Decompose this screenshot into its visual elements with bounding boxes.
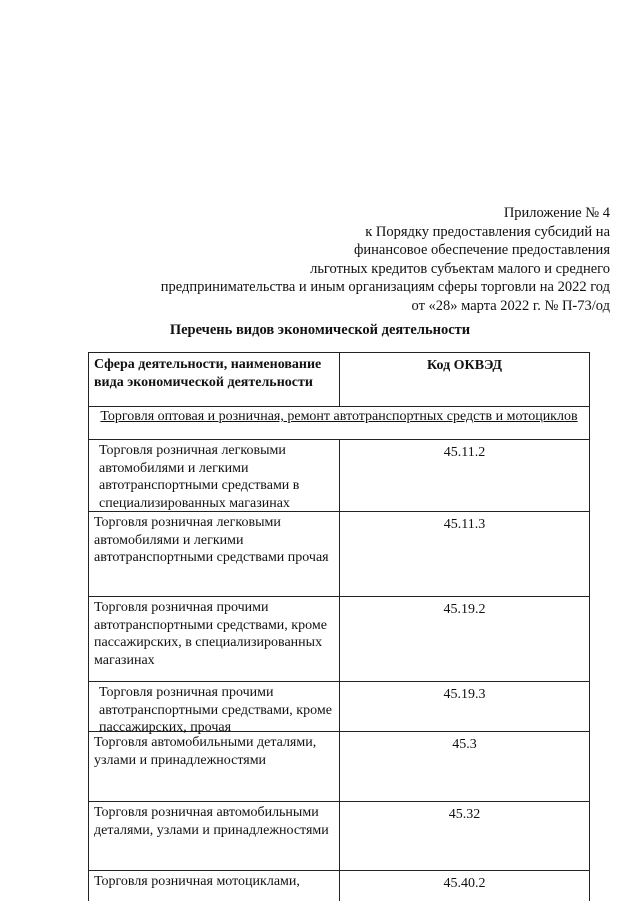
annex-line: от «28» марта 2022 г. № П-73/од <box>411 297 610 314</box>
okved-code: 45.11.3 <box>443 517 486 532</box>
annex-line: льготных кредитов субъектам малого и среднего <box>310 260 610 277</box>
header-code: Код ОКВЭД <box>427 358 502 373</box>
table-row <box>89 440 589 512</box>
table-row <box>89 802 589 871</box>
annex-line: к Порядку предоставления субсидий на <box>365 223 610 240</box>
annex-line: финансовое обеспечение предоставления <box>354 242 610 259</box>
annex-header <box>161 204 610 316</box>
activity-table <box>88 352 590 901</box>
document-title: Перечень видов экономической деятельности <box>169 322 471 338</box>
section-heading: Торговля оптовая и розничная, ремонт автотранспортных средств и мотоциклов <box>89 407 589 440</box>
table-row <box>89 597 589 682</box>
okved-code: 45.11.2 <box>443 445 486 460</box>
okved-code: 45.19.2 <box>443 602 486 617</box>
table-row <box>89 682 589 735</box>
table-row <box>89 512 589 597</box>
activity-name: Торговля автомобильными деталями, узлами и принадлежностями <box>89 732 340 801</box>
table-row <box>89 732 589 802</box>
activity-name: Торговля розничная мотоциклами, <box>89 871 340 901</box>
okved-code: 45.40.2 <box>443 876 486 891</box>
activity-name: Торговля розничная прочими автотранспортными средствами, кроме пассажирских, в специализированных магазинах <box>89 597 340 681</box>
activity-name: Торговля розничная легковыми автомобилями и легкими автотранспортными средствами прочая <box>89 512 340 596</box>
activity-name: Торговля розничная легковыми автомобилями и легкими автотранспортными средствами в специализированных магазинах <box>89 440 340 511</box>
header-activity: Сфера деятельности, наименование вида экономической деятельности <box>89 353 340 406</box>
table-header-row <box>89 353 589 407</box>
annex-line: предпринимательства и иным организациям сферы торговли на 2022 год <box>160 279 610 296</box>
activity-name: Торговля розничная автомобильными деталями, узлами и принадлежностями <box>89 802 340 870</box>
okved-code: 45.32 <box>448 807 481 822</box>
table-row <box>89 871 589 901</box>
activity-name: Торговля розничная прочими автотранспортными средствами, кроме пассажирских, прочая <box>89 682 340 731</box>
okved-code: 45.19.3 <box>443 687 486 702</box>
okved-code: 45.3 <box>452 737 477 752</box>
annex-line: Приложение № 4 <box>503 205 610 221</box>
